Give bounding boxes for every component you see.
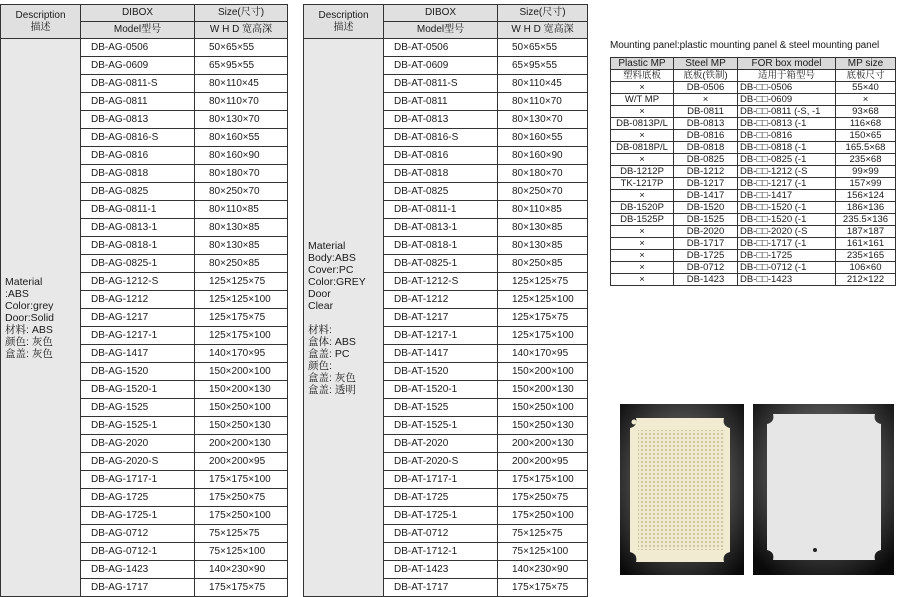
mp-cell: × [611, 262, 674, 274]
mp-header: Steel MP [674, 58, 738, 70]
mp-cell: DB-□□-0712 (-1 [738, 262, 836, 274]
model-cell: DB-AT-1712-1 [384, 543, 498, 561]
size-cell: 50×65×55 [195, 39, 288, 57]
size-cell: 175×175×100 [498, 471, 588, 489]
mp-subheader: 底板(铁制) [674, 70, 738, 82]
size-header: Size(尺寸) [195, 5, 288, 22]
mp-cell: 212×122 [836, 274, 896, 286]
mp-header: Plastic MP [611, 58, 674, 70]
mp-cell: 93×68 [836, 106, 896, 118]
size-cell: 80×160×90 [195, 147, 288, 165]
mp-cell: DB-□□-0816 [738, 130, 836, 142]
mp-cell: DB-0813P/L [611, 118, 674, 130]
model-cell: DB-AG-0712-1 [81, 543, 195, 561]
whd-header: W H D 宽高深 [195, 22, 288, 39]
model-cell: DB-AT-0811 [384, 93, 498, 111]
mp-cell: DB-0818 [674, 142, 738, 154]
mp-cell: DB-0811 [674, 106, 738, 118]
model-cell: DB-AG-1212-S [81, 273, 195, 291]
size-cell: 80×110×70 [195, 93, 288, 111]
model-cell: DB-AG-1212 [81, 291, 195, 309]
size-cell: 150×200×100 [195, 363, 288, 381]
size-cell: 140×230×90 [498, 561, 588, 579]
model-cell: DB-AT-0825 [384, 183, 498, 201]
table-row [611, 82, 896, 94]
model-cell: DB-AG-0811 [81, 93, 195, 111]
model-cell: DB-AG-0712 [81, 525, 195, 543]
table-row [304, 39, 588, 57]
size-cell: 125×125×100 [195, 291, 288, 309]
size-cell: 150×250×100 [498, 399, 588, 417]
model-cell: DB-AT-0813 [384, 111, 498, 129]
size-cell: 125×125×100 [498, 291, 588, 309]
table-row [611, 238, 896, 250]
model-cell: DB-AT-0813-1 [384, 219, 498, 237]
model-cell: DB-AT-0811-S [384, 75, 498, 93]
size-cell: 175×175×75 [195, 579, 288, 597]
model-cell: DB-AT-0825-1 [384, 255, 498, 273]
mp-cell: DB-□□-1520 (-1 [738, 202, 836, 214]
mp-cell: 165.5×68 [836, 142, 896, 154]
material-description: Material Body:ABS Cover:PC Color:GREY Door Clear 材料: 盒体: ABS 盒盖: PC 颜色: 盒盖: 灰色 盒盖: 透明 [304, 39, 384, 597]
mp-cell: DB-0813 [674, 118, 738, 130]
mp-cell: DB-□□-0813 (-1 [738, 118, 836, 130]
mp-cell: DB-□□-1212 (-S [738, 166, 836, 178]
size-cell: 175×175×75 [498, 579, 588, 597]
model-cell: DB-AT-1520-1 [384, 381, 498, 399]
model-cell: DB-AT-1212-S [384, 273, 498, 291]
model-cell: DB-AT-1417 [384, 345, 498, 363]
mp-cell: 99×99 [836, 166, 896, 178]
mp-cell: DB-1717 [674, 238, 738, 250]
size-cell: 80×160×90 [498, 147, 588, 165]
model-cell: DB-AG-0811-S [81, 75, 195, 93]
model-cell: DB-AT-2020 [384, 435, 498, 453]
model-cell: DB-AT-1217 [384, 309, 498, 327]
mp-cell: × [611, 82, 674, 94]
mp-subheader: 底板尺寸 [836, 70, 896, 82]
mp-cell: DB-1725 [674, 250, 738, 262]
table-row [611, 250, 896, 262]
model-cell: DB-AG-1417 [81, 345, 195, 363]
model-cell: DB-AG-1725-1 [81, 507, 195, 525]
right-size-table [303, 4, 588, 597]
model-cell: DB-AG-1725 [81, 489, 195, 507]
mp-cell: 150×65 [836, 130, 896, 142]
steel-mounting-panel-photo [753, 404, 894, 575]
table-row [611, 94, 896, 106]
mp-cell: DB-□□-0506 [738, 82, 836, 94]
mp-cell: DB-□□-0609 [738, 94, 836, 106]
mp-cell: × [611, 190, 674, 202]
mp-cell: 55×40 [836, 82, 896, 94]
mp-cell: × [611, 238, 674, 250]
mp-cell: DB-□□-0811 (-S, -1 [738, 106, 836, 118]
size-cell: 140×230×90 [195, 561, 288, 579]
model-cell: DB-AT-0816 [384, 147, 498, 165]
mp-cell: DB-0506 [674, 82, 738, 94]
model-cell: DB-AG-0825 [81, 183, 195, 201]
model-cell: DB-AG-0813 [81, 111, 195, 129]
size-cell: 200×200×130 [498, 435, 588, 453]
size-cell: 150×200×130 [195, 381, 288, 399]
plastic-mounting-panel-photo [620, 404, 744, 575]
size-cell: 125×125×75 [498, 273, 588, 291]
size-cell: 150×200×100 [498, 363, 588, 381]
model-cell: DB-AT-0818 [384, 165, 498, 183]
model-cell: DB-AT-0811-1 [384, 201, 498, 219]
mp-cell: DB-1525P [611, 214, 674, 226]
mp-cell: 116×68 [836, 118, 896, 130]
mp-subheader: 适用于箱型号 [738, 70, 836, 82]
size-cell: 125×125×75 [195, 273, 288, 291]
mp-cell: DB-□□-1717 (-1 [738, 238, 836, 250]
size-cell: 50×65×55 [498, 39, 588, 57]
model-cell: DB-AT-0712 [384, 525, 498, 543]
mp-cell: DB-1525 [674, 214, 738, 226]
model-cell: DB-AG-1525 [81, 399, 195, 417]
mp-cell: DB-0818P/L [611, 142, 674, 154]
mounting-panel-table [610, 57, 896, 286]
table-row [611, 154, 896, 166]
model-cell: DB-AT-0609 [384, 57, 498, 75]
size-cell: 75×125×100 [195, 543, 288, 561]
model-cell: DB-AT-2020-S [384, 453, 498, 471]
size-cell: 80×180×70 [195, 165, 288, 183]
table-row [611, 142, 896, 154]
model-cell: DB-AT-0818-1 [384, 237, 498, 255]
size-cell: 140×170×95 [195, 345, 288, 363]
mp-cell: × [674, 94, 738, 106]
model-cell: DB-AG-1423 [81, 561, 195, 579]
model-cell: DB-AG-0825-1 [81, 255, 195, 273]
mp-cell: 161×161 [836, 238, 896, 250]
table-row [611, 214, 896, 226]
size-cell: 125×175×75 [498, 309, 588, 327]
mp-cell: × [611, 250, 674, 262]
model-cell: DB-AT-1725-1 [384, 507, 498, 525]
mp-cell: × [611, 226, 674, 238]
size-cell: 125×175×75 [195, 309, 288, 327]
model-cell: DB-AT-1520 [384, 363, 498, 381]
model-cell: DB-AT-1423 [384, 561, 498, 579]
size-cell: 125×175×100 [195, 327, 288, 345]
size-cell: 200×200×130 [195, 435, 288, 453]
size-cell: 80×130×85 [195, 237, 288, 255]
size-cell: 80×180×70 [498, 165, 588, 183]
mp-subheader: 塑料底板 [611, 70, 674, 82]
mp-cell: DB-1520P [611, 202, 674, 214]
mp-cell: DB-1217 [674, 178, 738, 190]
model-cell: DB-AG-0609 [81, 57, 195, 75]
size-cell: 80×130×85 [195, 219, 288, 237]
mp-cell: DB-0712 [674, 262, 738, 274]
model-cell: DB-AG-1520 [81, 363, 195, 381]
model-header: Model型号 [384, 22, 498, 39]
size-cell: 65×95×55 [195, 57, 288, 75]
mp-cell: DB-1417 [674, 190, 738, 202]
size-cell: 150×250×130 [195, 417, 288, 435]
size-cell: 80×250×70 [498, 183, 588, 201]
table-row [611, 274, 896, 286]
mp-cell: DB-1423 [674, 274, 738, 286]
mp-cell: 235.5×136 [836, 214, 896, 226]
table-row [611, 118, 896, 130]
model-cell: DB-AG-0813-1 [81, 219, 195, 237]
size-cell: 75×125×100 [498, 543, 588, 561]
model-cell: DB-AT-1212 [384, 291, 498, 309]
whd-header: W H D 宽高深 [498, 22, 588, 39]
mp-cell: DB-□□-1217 (-1 [738, 178, 836, 190]
model-cell: DB-AG-0816 [81, 147, 195, 165]
size-cell: 80×160×55 [195, 129, 288, 147]
size-cell: 80×130×85 [498, 219, 588, 237]
mp-header: MP size [836, 58, 896, 70]
model-cell: DB-AT-1217-1 [384, 327, 498, 345]
size-cell: 80×130×85 [498, 237, 588, 255]
mp-cell: 156×124 [836, 190, 896, 202]
size-cell: 200×200×95 [498, 453, 588, 471]
mp-cell: × [611, 154, 674, 166]
model-cell: DB-AG-0816-S [81, 129, 195, 147]
table-row [611, 262, 896, 274]
model-cell: DB-AT-1725 [384, 489, 498, 507]
size-cell: 175×250×75 [195, 489, 288, 507]
table-row [611, 106, 896, 118]
model-cell: DB-AG-0811-1 [81, 201, 195, 219]
model-header: Model型号 [81, 22, 195, 39]
size-cell: 175×250×100 [195, 507, 288, 525]
model-cell: DB-AG-1717 [81, 579, 195, 597]
size-cell: 80×250×70 [195, 183, 288, 201]
mp-cell: DB-□□-1520 (-1 [738, 214, 836, 226]
model-cell: DB-AG-1520-1 [81, 381, 195, 399]
size-cell: 175×250×100 [498, 507, 588, 525]
size-cell: 80×130×70 [498, 111, 588, 129]
mp-cell: × [611, 274, 674, 286]
mp-cell: TK-1217P [611, 178, 674, 190]
size-cell: 80×250×85 [498, 255, 588, 273]
size-cell: 150×200×130 [498, 381, 588, 399]
table-row [611, 130, 896, 142]
model-cell: DB-AT-0506 [384, 39, 498, 57]
table-row [1, 39, 288, 57]
size-cell: 150×250×100 [195, 399, 288, 417]
table-row [611, 226, 896, 238]
size-cell: 150×250×130 [498, 417, 588, 435]
mp-cell: W/T MP [611, 94, 674, 106]
size-cell: 80×110×85 [498, 201, 588, 219]
size-cell: 140×170×95 [498, 345, 588, 363]
mp-cell: DB-1212 [674, 166, 738, 178]
mp-cell: DB-□□-1423 [738, 274, 836, 286]
mp-cell: 235×68 [836, 154, 896, 166]
dibox-header: DIBOX [81, 5, 195, 22]
left-size-table [0, 4, 288, 597]
mp-cell: 106×60 [836, 262, 896, 274]
mp-cell: × [611, 106, 674, 118]
size-cell: 65×95×55 [498, 57, 588, 75]
description-header: Description 描述 [304, 5, 384, 39]
size-header: Size(尺寸) [498, 5, 588, 22]
mp-cell: 186×136 [836, 202, 896, 214]
model-cell: DB-AT-1717 [384, 579, 498, 597]
table-row [611, 202, 896, 214]
size-cell: 80×110×45 [195, 75, 288, 93]
model-cell: DB-AG-1717-1 [81, 471, 195, 489]
size-cell: 80×110×85 [195, 201, 288, 219]
mounting-panel-title: Mounting panel:plastic mounting panel & steel mounting panel [610, 40, 880, 51]
model-cell: DB-AG-2020-S [81, 453, 195, 471]
mp-cell: DB-2020 [674, 226, 738, 238]
model-cell: DB-AT-0816-S [384, 129, 498, 147]
model-cell: DB-AT-1525 [384, 399, 498, 417]
model-cell: DB-AT-1525-1 [384, 417, 498, 435]
model-cell: DB-AG-0818 [81, 165, 195, 183]
size-cell: 75×125×75 [498, 525, 588, 543]
model-cell: DB-AT-1717-1 [384, 471, 498, 489]
size-cell: 200×200×95 [195, 453, 288, 471]
model-cell: DB-AG-0506 [81, 39, 195, 57]
mp-cell: DB-□□-1725 [738, 250, 836, 262]
size-cell: 80×110×45 [498, 75, 588, 93]
size-cell: 80×130×70 [195, 111, 288, 129]
description-header: Description 描述 [1, 5, 81, 39]
mp-cell: × [611, 130, 674, 142]
mp-cell: DB-□□-2020 (-S [738, 226, 836, 238]
size-cell: 80×110×70 [498, 93, 588, 111]
table-row [611, 190, 896, 202]
material-description: Material :ABS Color:grey Door:Solid 材料: ABS 颜色: 灰色 盒盖: 灰色 [1, 39, 81, 597]
mp-cell: × [836, 94, 896, 106]
mp-cell: DB-□□-0825 (-1 [738, 154, 836, 166]
size-cell: 75×125×75 [195, 525, 288, 543]
mp-cell: DB-1520 [674, 202, 738, 214]
size-cell: 80×160×55 [498, 129, 588, 147]
model-cell: DB-AG-1525-1 [81, 417, 195, 435]
size-cell: 175×175×100 [195, 471, 288, 489]
mp-cell: DB-1212P [611, 166, 674, 178]
size-cell: 80×250×85 [195, 255, 288, 273]
mp-cell: DB-□□-1417 [738, 190, 836, 202]
size-cell: 175×250×75 [498, 489, 588, 507]
mp-cell: 235×165 [836, 250, 896, 262]
mp-cell: DB-0825 [674, 154, 738, 166]
mp-cell: 187×187 [836, 226, 896, 238]
mp-cell: DB-□□-0818 (-1 [738, 142, 836, 154]
model-cell: DB-AG-2020 [81, 435, 195, 453]
mp-header: FOR box model [738, 58, 836, 70]
model-cell: DB-AG-0818-1 [81, 237, 195, 255]
mp-cell: DB-0816 [674, 130, 738, 142]
table-row [611, 166, 896, 178]
dibox-header: DIBOX [384, 5, 498, 22]
model-cell: DB-AG-1217-1 [81, 327, 195, 345]
size-cell: 125×175×100 [498, 327, 588, 345]
model-cell: DB-AG-1217 [81, 309, 195, 327]
table-row [611, 178, 896, 190]
mp-cell: 157×99 [836, 178, 896, 190]
